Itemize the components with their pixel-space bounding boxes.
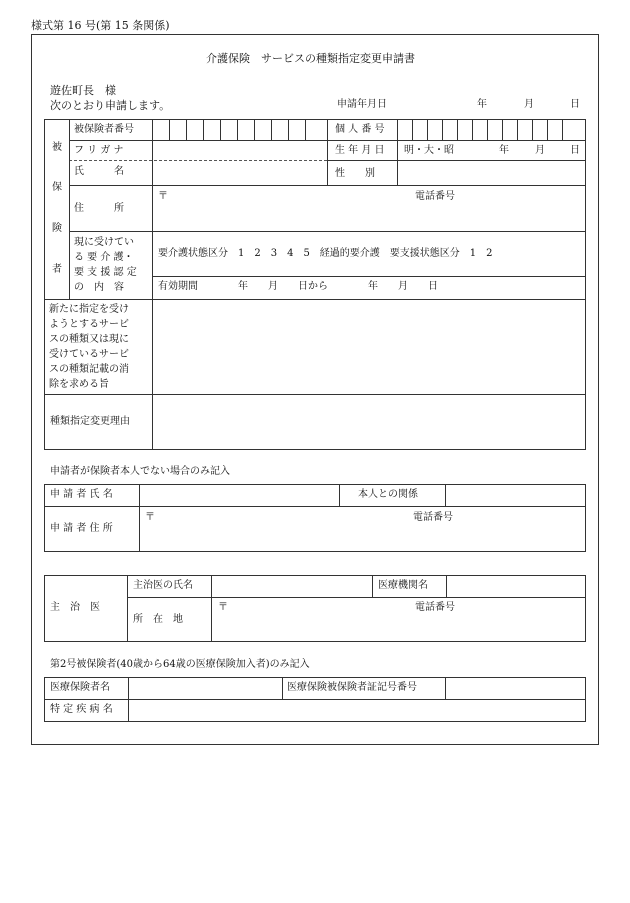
- applicant-name-label: 申 請 者 氏 名: [50, 489, 113, 500]
- addressee: 遊佐町長 様: [50, 84, 116, 97]
- doctor-name-label: 主治医の氏名: [133, 580, 193, 591]
- furigana-label: フ リ ガ ナ: [74, 145, 124, 156]
- insured-postal-mark: 〒: [158, 191, 168, 202]
- insurer-name-label: 医療保険者名: [50, 682, 110, 693]
- care-level-line: 要介護状態区分 1 2 3 4 5 経過的要介護 要支援状態区分 1 2: [158, 248, 493, 259]
- application-year: 年: [477, 99, 487, 110]
- personal-number-label: 個 人 番 号: [335, 124, 385, 135]
- specific-disease-label: 特 定 疾 病 名: [50, 704, 113, 715]
- service-change-label-1: 新たに指定を受け: [49, 304, 129, 315]
- insured-number-label: 被保険者番号: [74, 124, 134, 135]
- intro-text: 次のとおり申請します。: [50, 99, 171, 112]
- insured-side-label-1: 被: [52, 142, 62, 153]
- cert-label-line-3: 要 支 援 認 定: [74, 267, 137, 278]
- relation-label: 本人との関係: [358, 489, 418, 500]
- doctor-side-label: 主 治 医: [50, 602, 100, 613]
- service-change-label-6: 除を求める旨: [49, 379, 109, 390]
- insured-side-label-4: 者: [52, 264, 62, 275]
- institution-label: 医療機関名: [378, 580, 428, 591]
- cert-number-label: 医療保険被保険者証記号番号: [287, 682, 417, 693]
- applicant-section-title: 申請者が保険者本人でない場合のみ記入: [50, 466, 230, 477]
- service-change-label-5: スの種類記載の消: [49, 364, 129, 375]
- application-month: 月: [524, 99, 534, 110]
- birth-year: 年: [499, 145, 509, 156]
- change-reason-label: 種類指定変更理由: [50, 416, 130, 427]
- birth-era: 明・大・昭: [404, 145, 454, 156]
- cert-label-line-2: る 要 介 護・: [74, 252, 134, 263]
- applicant-phone-label: 電話番号: [413, 512, 453, 523]
- doctor-phone-label: 電話番号: [415, 602, 455, 613]
- service-change-label-4: 受けているサービ: [49, 349, 129, 360]
- insured-phone-label: 電話番号: [415, 191, 455, 202]
- service-change-label-2: ようとするサービ: [49, 319, 129, 330]
- valid-period-line: 有効期間 年 月 日から 年 月 日: [158, 281, 438, 292]
- address-label: 住 所: [74, 203, 124, 214]
- gender-label: 性 別: [335, 168, 375, 179]
- doctor-table: [44, 575, 586, 642]
- birth-month: 月: [535, 145, 545, 156]
- form-number: 様式第 16 号(第 15 条関係): [31, 19, 170, 32]
- applicant-table: [44, 484, 586, 552]
- cert-label-line-4: の 内 容: [74, 282, 124, 293]
- application-day: 日: [570, 99, 580, 110]
- insured-side-label-3: 険: [52, 223, 62, 234]
- name-label: 氏 名: [74, 166, 124, 177]
- applicant-address-label: 申 請 者 住 所: [50, 523, 113, 534]
- applicant-postal-mark: 〒: [145, 512, 155, 523]
- cert-label-line-1: 現に受けてい: [74, 237, 134, 248]
- application-date-label: 申請年月日: [337, 99, 387, 110]
- birth-date-label: 生 年 月 日: [335, 145, 385, 156]
- location-label: 所 在 地: [133, 614, 183, 625]
- service-change-label-3: スの種類又は現に: [49, 334, 129, 345]
- doctor-postal-mark: 〒: [218, 602, 228, 613]
- insured-side-label-2: 保: [52, 182, 62, 193]
- form-title: 介護保険 サービスの種類指定変更申請書: [206, 52, 415, 65]
- birth-day: 日: [570, 145, 580, 156]
- secondary-section-title: 第2号被保険者(40歳から64歳の医療保険加入者)のみ記入: [50, 659, 310, 670]
